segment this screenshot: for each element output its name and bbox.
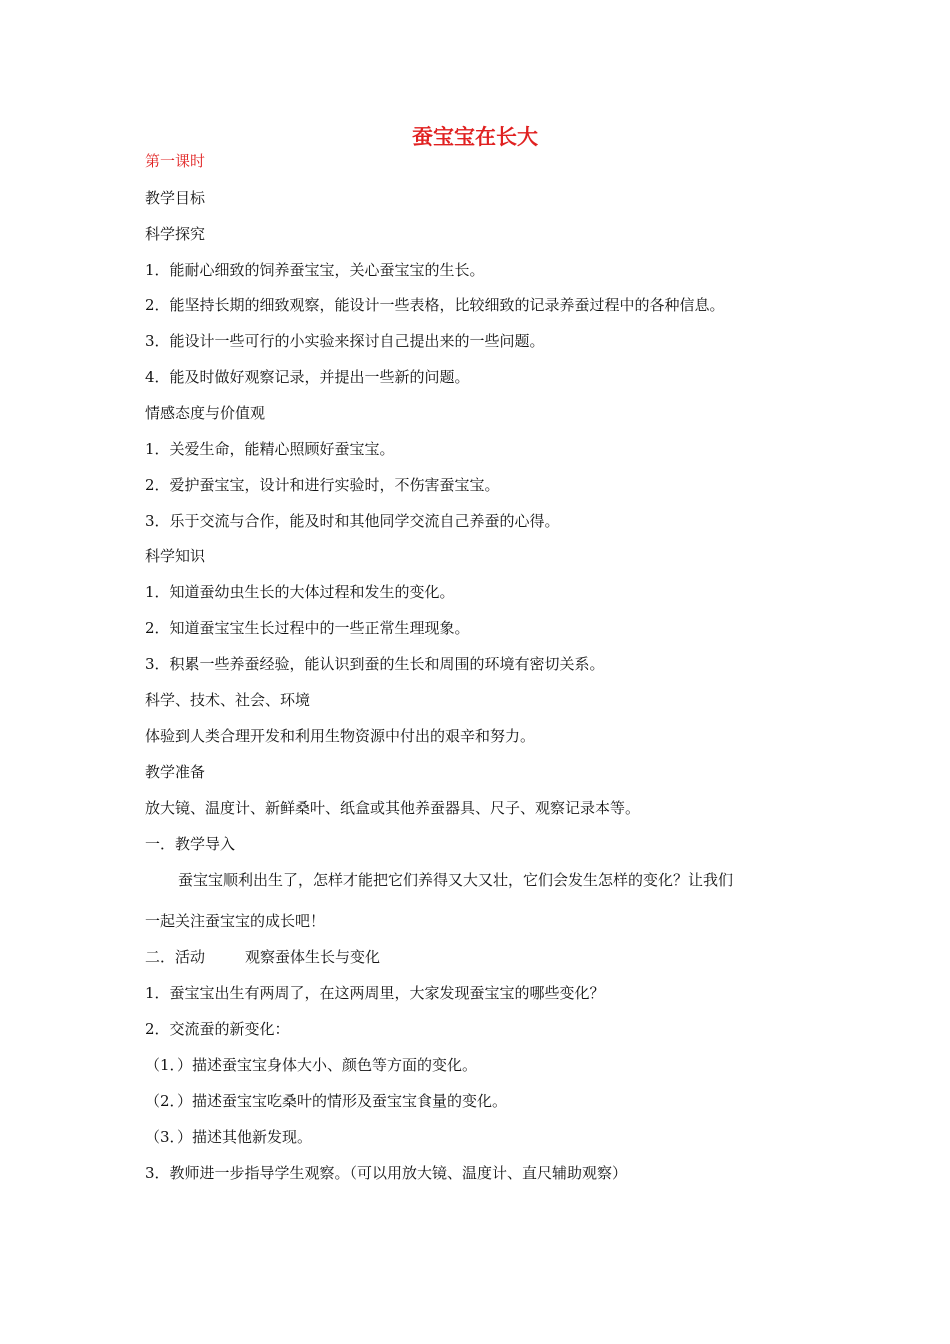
inquiry-item-3: 3．能设计一些可行的小实验来探讨自己提出来的一些问题。 xyxy=(145,332,545,350)
section2-subitem-3: （3．）描述其他新发现。 xyxy=(145,1128,313,1146)
attitude-item-3: 3．乐于交流与合作，能及时和其他同学交流自己养蚕的心得。 xyxy=(145,512,560,530)
objectives-heading: 教学目标 xyxy=(145,189,206,207)
attitude-heading: 情感态度与价值观 xyxy=(145,404,266,422)
knowledge-item-3: 3．积累一些养蚕经验，能认识到蚕的生长和周围的环境有密切关系。 xyxy=(145,655,605,673)
prep-heading: 教学准备 xyxy=(145,763,206,781)
section2-item-1: 1．蚕宝宝出生有两周了，在这两周里，大家发现蚕宝宝的哪些变化？ xyxy=(145,984,605,1002)
section2-prefix: 二．活动 xyxy=(145,948,206,966)
section2-item-2: 2．交流蚕的新变化： xyxy=(145,1020,290,1038)
inquiry-item-1: 1．能耐心细致的饲养蚕宝宝，关心蚕宝宝的生长。 xyxy=(145,261,485,279)
section2-title: 观察蚕体生长与变化 xyxy=(245,948,381,966)
inquiry-heading: 科学探究 xyxy=(145,225,206,243)
sts-text: 体验到人类合理开发和利用生物资源中付出的艰辛和努力。 xyxy=(145,727,536,745)
inquiry-item-4: 4．能及时做好观察记录，并提出一些新的问题。 xyxy=(145,368,470,386)
section2-item-3: 3．教师进一步指导学生观察。（可以用放大镜、温度计、直尺辅助观察） xyxy=(145,1164,628,1182)
section1-heading: 一．教学导入 xyxy=(145,835,236,853)
sts-heading: 科学、技术、社会、环境 xyxy=(145,691,311,709)
attitude-item-1: 1．关爱生命，能精心照顾好蚕宝宝。 xyxy=(145,440,395,458)
lesson-label: 第一课时 xyxy=(145,152,206,170)
inquiry-item-2: 2．能坚持长期的细致观察，能设计一些表格，比较细致的记录养蚕过程中的各种信息。 xyxy=(145,296,725,314)
attitude-item-2: 2．爱护蚕宝宝，设计和进行实验时，不伤害蚕宝宝。 xyxy=(145,476,500,494)
prep-text: 放大镜、温度计、新鲜桑叶、纸盒或其他养蚕器具、尺子、观察记录本等。 xyxy=(145,799,641,817)
knowledge-heading: 科学知识 xyxy=(145,547,206,565)
knowledge-item-1: 1．知道蚕幼虫生长的大体过程和发生的变化。 xyxy=(145,583,455,601)
document-title: 蚕宝宝在长大 xyxy=(412,124,538,149)
section1-paragraph-line2: 一起关注蚕宝宝的成长吧！ xyxy=(145,912,326,930)
knowledge-item-2: 2．知道蚕宝宝生长过程中的一些正常生理现象。 xyxy=(145,619,470,637)
section2-subitem-2: （2．）描述蚕宝宝吃桑叶的情形及蚕宝宝食量的变化。 xyxy=(145,1092,508,1110)
section2-heading xyxy=(145,946,380,968)
section2-subitem-1: （1．）描述蚕宝宝身体大小、颜色等方面的变化。 xyxy=(145,1056,478,1074)
section1-paragraph-line1: 蚕宝宝顺利出生了，怎样才能把它们养得又大又壮，它们会发生怎样的变化？让我们 xyxy=(178,871,734,889)
